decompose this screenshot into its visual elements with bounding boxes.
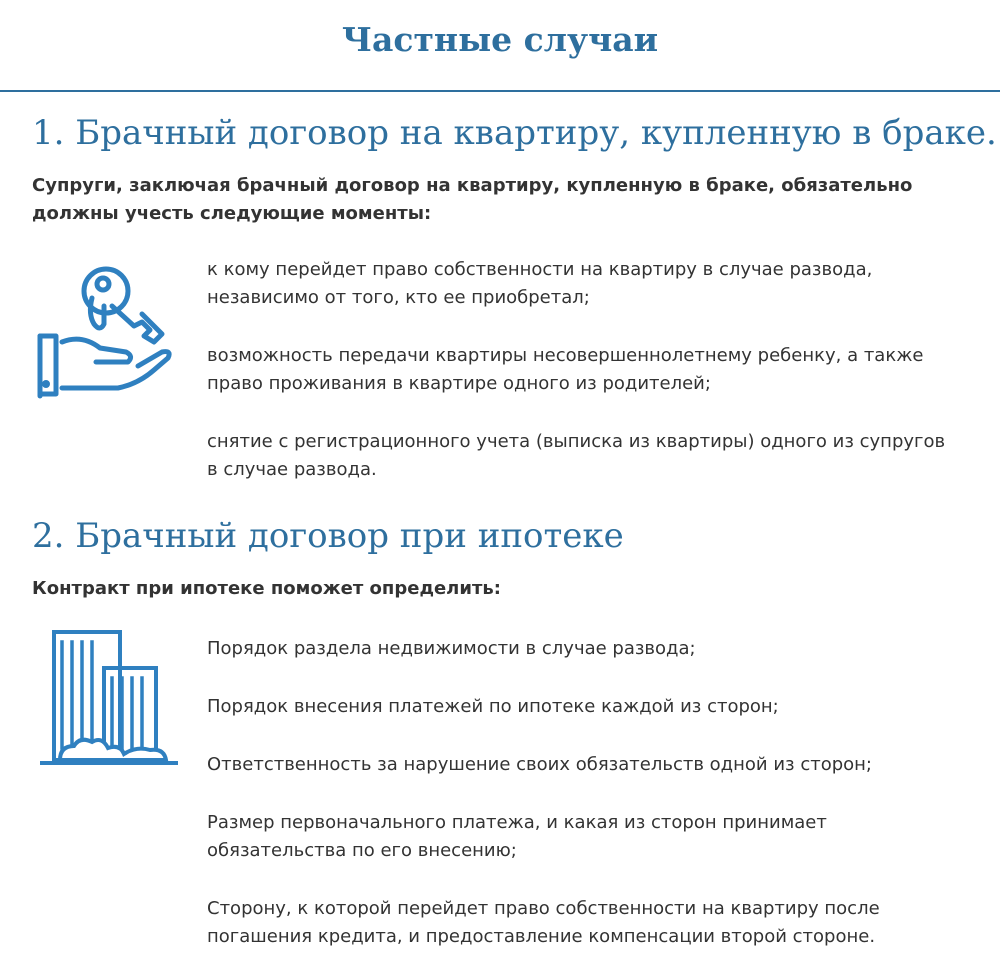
- list-item: Ответственность за нарушение своих обязательств одной из сторон;: [207, 754, 872, 775]
- list-item: Сторону, к которой перейдет право собственности на квартиру после погашения кредита, и предоставление компенсации второй стороне.: [207, 898, 880, 947]
- page-header: [0, 0, 1000, 92]
- section-2-list: [207, 635, 947, 951]
- list-item: Порядок раздела недвижимости в случае развода;: [207, 638, 696, 659]
- section-1-title: 1. Брачный договор на квартиру, купленную в браке.: [32, 113, 997, 153]
- page-title: Частные случаи: [341, 20, 659, 59]
- section-1-list: [207, 256, 947, 484]
- list-item: возможность передачи квартиры несовершеннолетнему ребенку, а также право проживания в квартире одного из родителей;: [207, 345, 924, 394]
- list-item: Порядок внесения платежей по ипотеке каждой из сторон;: [207, 696, 779, 717]
- hand-with-key-icon: [34, 262, 174, 402]
- list-item: снятие с регистрационного учета (выписка из квартиры) одного из супругов в случае развода.: [207, 431, 946, 480]
- section-2-intro: Контракт при ипотеке поможет определить:: [32, 578, 501, 599]
- section-2-title: 2. Брачный договор при ипотеке: [32, 516, 624, 556]
- buildings-icon: [40, 628, 180, 770]
- list-item: к кому перейдет право собственности на квартиру в случае развода, независимо от того, кто ее приобретал;: [207, 259, 873, 308]
- list-item: Размер первоначального платежа, и какая из сторон принимает обязательства по его внесению;: [207, 812, 827, 861]
- section-1-intro: Супруги, заключая брачный договор на квартиру, купленную в браке, обязательно должны учесть следующие моменты:: [32, 175, 913, 224]
